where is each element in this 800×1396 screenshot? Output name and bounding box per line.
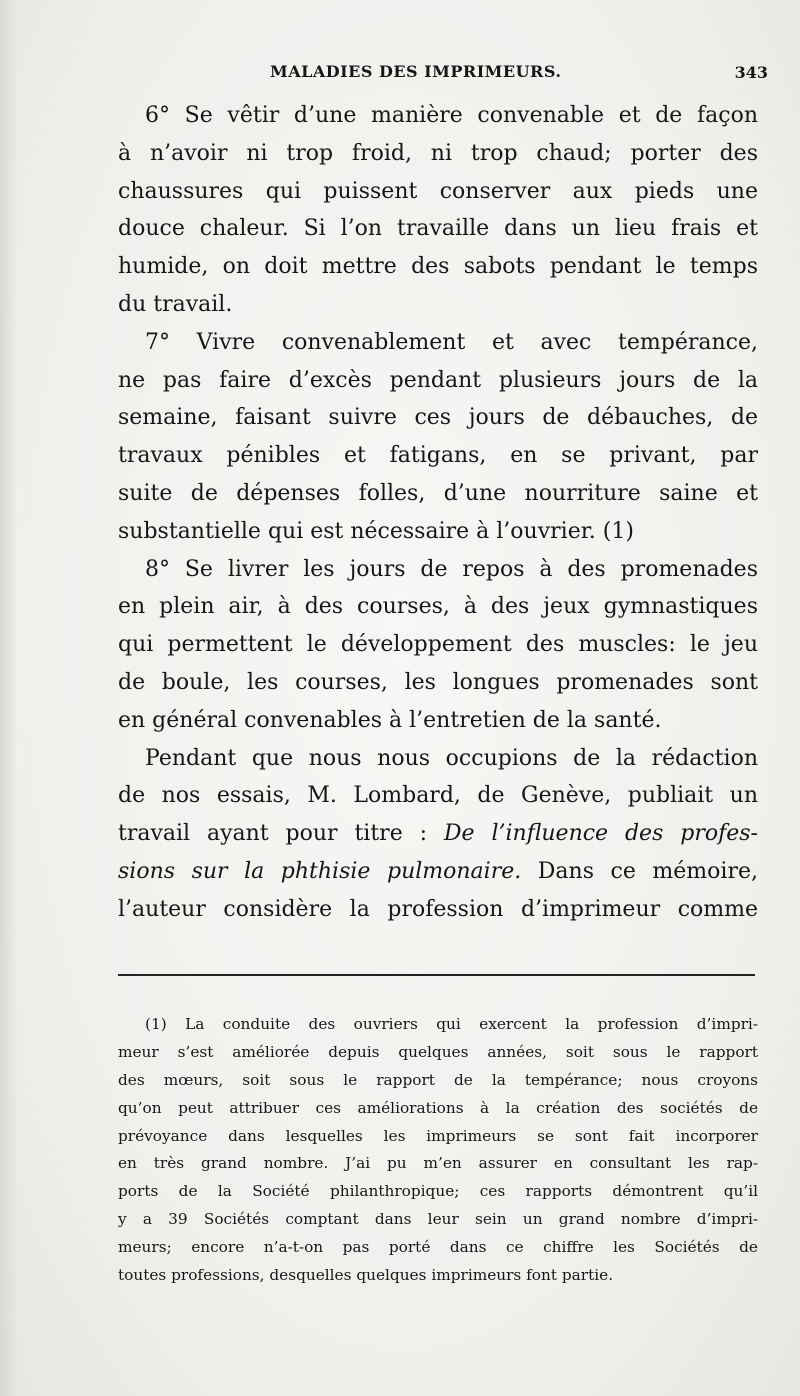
page-gutter-shadow xyxy=(0,0,18,1396)
text-line: semaine, faisant suivre ces jours de débauches, de xyxy=(118,405,758,431)
text-line: douce chaleur. Si l’on travaille dans un lieu frais et xyxy=(118,216,758,242)
text-line: Pendant que nous nous occupions de la rédaction xyxy=(145,745,758,771)
text-line: du travail. xyxy=(118,291,233,317)
text-line: l’auteur considère la profession d’imprimeur comme xyxy=(118,896,758,922)
text-line: qui permettent le développement des muscles: le jeu xyxy=(118,632,758,658)
italic-title-fragment: De l’influence des profes- xyxy=(443,821,758,847)
italic-title-fragment: sions sur la phthisie pulmonaire. xyxy=(118,858,522,884)
text-line-with-title xyxy=(118,815,758,853)
text-line: suite de dépenses folles, d’une nourriture saine et xyxy=(118,480,758,506)
main-text xyxy=(118,97,758,929)
text-fragment: Dans ce mémoire, xyxy=(537,858,758,884)
text-fragment: travail ayant pour titre : xyxy=(118,821,428,847)
footnote-line: prévoyance dans lesquelles les imprimeurs se sont fait incorporer xyxy=(118,1126,758,1145)
text-line: en général convenables à l’entretien de la santé. xyxy=(118,707,662,733)
footnote-line: y a 39 Sociétés comptant dans leur sein un grand nombre d’impri- xyxy=(118,1210,758,1229)
footnote xyxy=(118,1011,758,1290)
footnote-line: en très grand nombre. J’ai pu m’en assurer en consultant les rap- xyxy=(118,1154,758,1173)
footnote-line: ports de la Société philanthropique; ces rapports démontrent qu’il xyxy=(118,1182,758,1201)
footnote-separator xyxy=(118,974,755,976)
text-line: chaussures qui puissent conserver aux pieds une xyxy=(118,178,758,204)
text-line: ne pas faire d’excès pendant plusieurs jours de la xyxy=(118,367,758,393)
text-line-with-title xyxy=(118,853,758,891)
text-line: travaux pénibles et fatigans, en se privant, par xyxy=(118,443,758,469)
footnote-line: meurs; encore n’a-t-on pas porté dans ce chiffre les Sociétés de xyxy=(118,1238,758,1257)
text-line: en plein air, à des courses, à des jeux gymnastiques xyxy=(118,594,758,620)
text-line: de boule, les courses, les longues promenades sont xyxy=(118,669,758,695)
page-number: 343 xyxy=(734,63,768,82)
text-line: humide, on doit mettre des sabots pendant le temps xyxy=(118,254,758,280)
footnote-line: toutes professions, desquelles quelques imprimeurs font partie. xyxy=(118,1266,614,1285)
footnote-line: qu’on peut attribuer ces améliorations à la création des sociétés de xyxy=(118,1098,758,1117)
text-line: substantielle qui est nécessaire à l’ouvrier. (1) xyxy=(118,518,634,544)
text-line: de nos essais, M. Lombard, de Genève, publiait un xyxy=(118,783,758,809)
text-line: 7° Vivre convenablement et avec tempérance, xyxy=(145,329,758,355)
text-line: à n’avoir ni trop froid, ni trop chaud; porter des xyxy=(118,140,758,166)
footnote-line: (1) La conduite des ouvriers qui exercent la profession d’impri- xyxy=(145,1015,758,1033)
footnote-line: des mœurs, soit sous le rapport de la tempérance; nous croyons xyxy=(118,1070,758,1089)
page-header xyxy=(118,62,768,86)
footnote-line: meur s’est améliorée depuis quelques années, soit sous le rapport xyxy=(118,1042,758,1061)
text-line: 8° Se livrer les jours de repos à des promenades xyxy=(145,556,758,582)
text-line: 6° Se vêtir d’une manière convenable et de façon xyxy=(145,103,758,128)
running-head: MALADIES DES IMPRIMEURS. xyxy=(270,62,562,81)
